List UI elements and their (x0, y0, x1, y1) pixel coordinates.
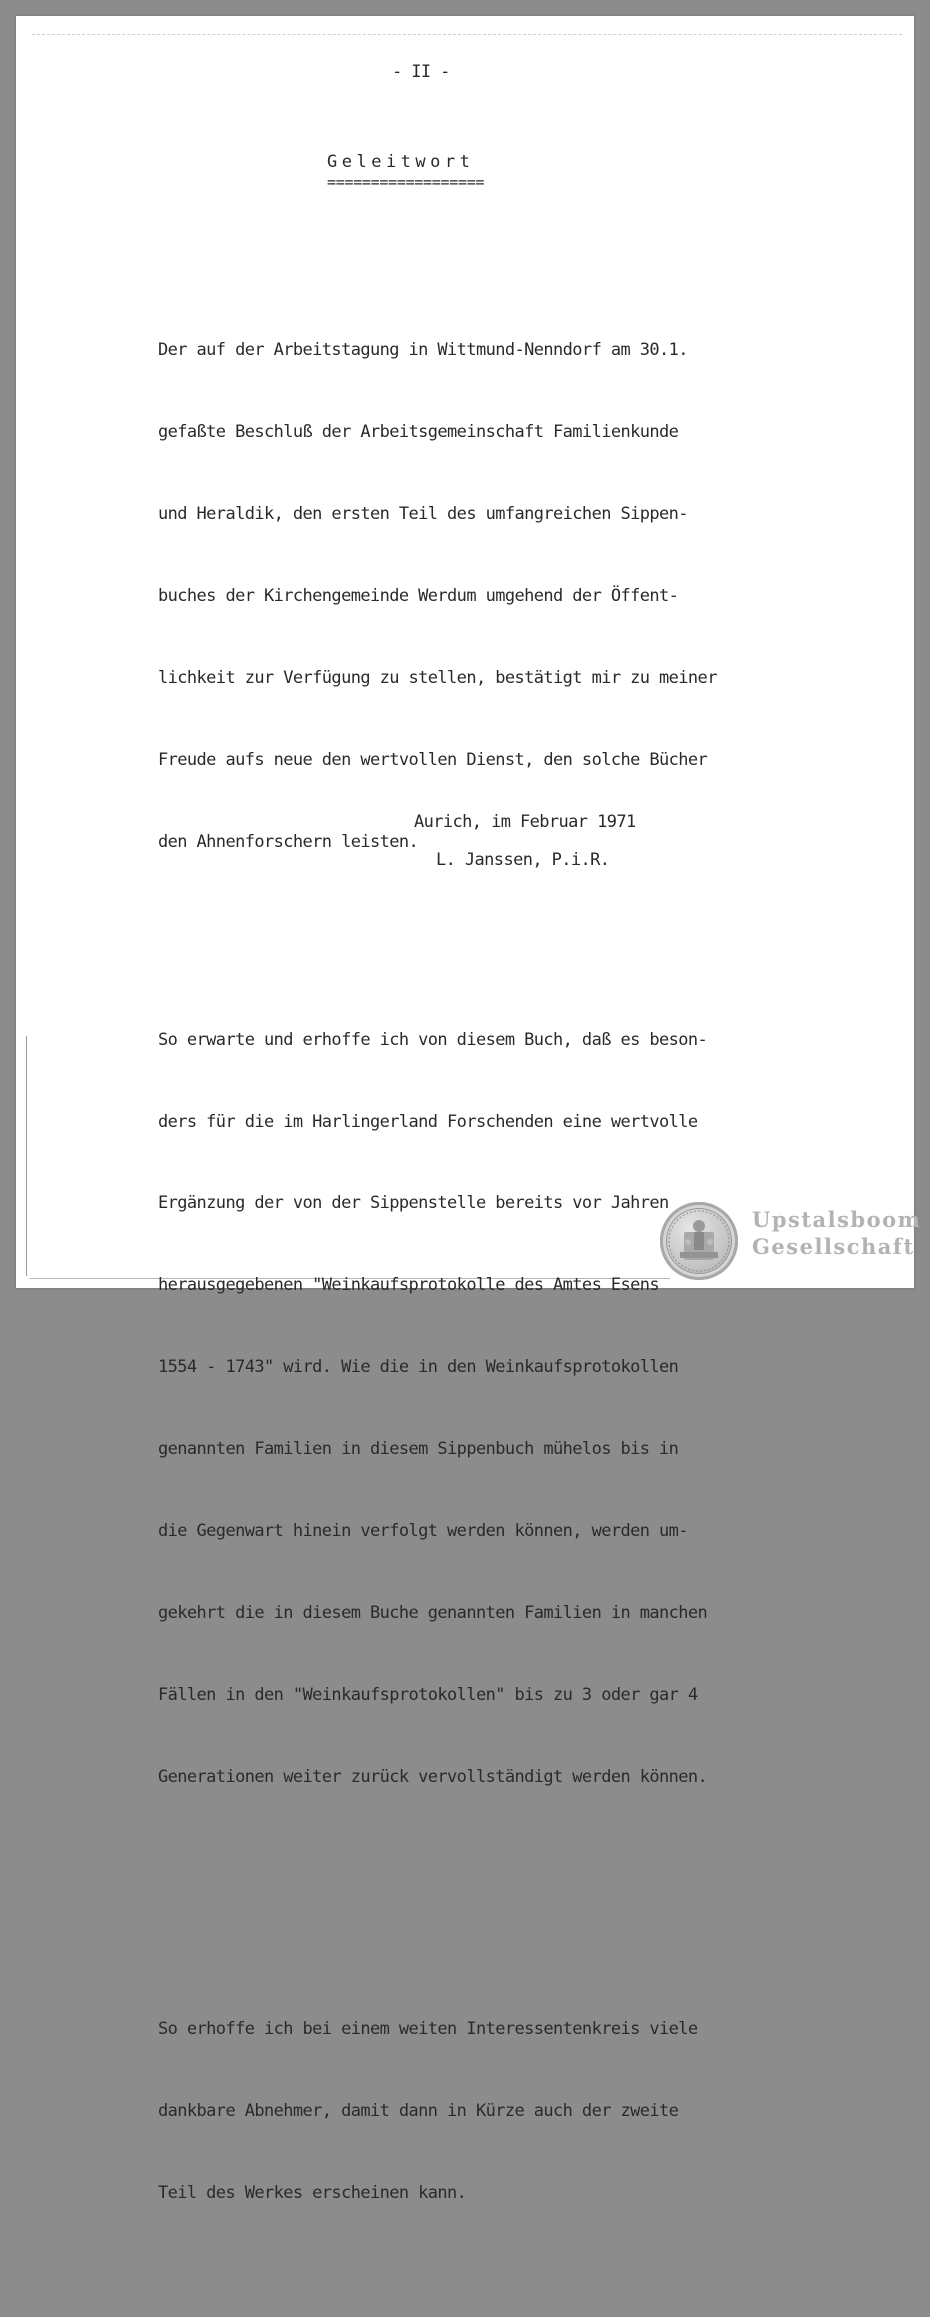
text-line: herausgegebenen "Weinkaufsprotokolle des Amtes Esens (158, 1275, 660, 1296)
text-line: gefaßte Beschluß der Arbeitsgemeinschaft Familienkunde (158, 422, 679, 443)
text-line: den Ahnenforschern leisten. (158, 831, 419, 852)
text-line: die Gegenwart hinein verfolgt werden können, werden um- (158, 1520, 688, 1541)
text-line: lichkeit zur Verfügung zu stellen, bestätigt mir zu meiner (158, 667, 717, 688)
closing-signature: L. Janssen, P.i.R. (436, 850, 610, 870)
text-line: Der auf der Arbeitstagung in Wittmund-Nenndorf am 30.1. (158, 340, 688, 361)
text-line: So erhoffe ich bei einem weiten Interessentenkreis viele (158, 2019, 698, 2040)
text-line: Freude aufs neue den wertvollen Dienst, den solche Bücher (158, 749, 708, 770)
text-line: So erwarte und erhoffe ich von diesem Buch, daß es beson- (158, 1029, 708, 1050)
text-line: Generationen weiter zurück vervollständigt werden können. (158, 1766, 708, 1787)
text-line: gekehrt die in diesem Buche genannten Familien in manchen (158, 1602, 708, 1623)
scan-edge-left (26, 1036, 27, 1276)
text-line: Fällen in den "Weinkaufsprotokollen" bis zu 3 oder gar 4 (158, 1684, 698, 1705)
seal-figure-icon (660, 1202, 738, 1280)
text-line: und Heraldik, den ersten Teil des umfangreichen Sippen- (158, 503, 688, 524)
text-line: dankbare Abnehmer, damit dann in Kürze auch der zweite (158, 2101, 679, 2122)
logo-text-line2: Gesellschaft (752, 1234, 915, 1259)
closing-place-date: Aurich, im Februar 1971 (414, 812, 636, 832)
heading-underline: ================== (327, 173, 485, 191)
upstalsboom-logo (660, 1202, 922, 1282)
paragraph-3 (158, 1962, 858, 2262)
text-line: genannten Familien in diesem Sippenbuch mühelos bis in (158, 1439, 679, 1460)
scan-edge-top (32, 34, 902, 35)
text-line: Ergänzung der von der Sippenstelle bereits vor Jahren (158, 1193, 669, 1214)
seal-icon (660, 1202, 738, 1280)
text-line: buches der Kirchengemeinde Werdum umgehend der Öffent- (158, 585, 679, 606)
text-line: 1554 - 1743" wird. Wie die in den Weinkaufsprotokollen (158, 1357, 679, 1378)
document-page (16, 16, 922, 2204)
logo-text (752, 1206, 921, 1260)
page-number: - II - (392, 62, 450, 82)
paragraph-2 (158, 972, 858, 1900)
logo-text-line1: Upstalsboom (752, 1207, 922, 1232)
text-line: ders für die im Harlingerland Forschenden eine wertvolle (158, 1111, 698, 1132)
heading: Geleitwort (327, 152, 475, 172)
text-line: Teil des Werkes erscheinen kann. (158, 2183, 467, 2204)
